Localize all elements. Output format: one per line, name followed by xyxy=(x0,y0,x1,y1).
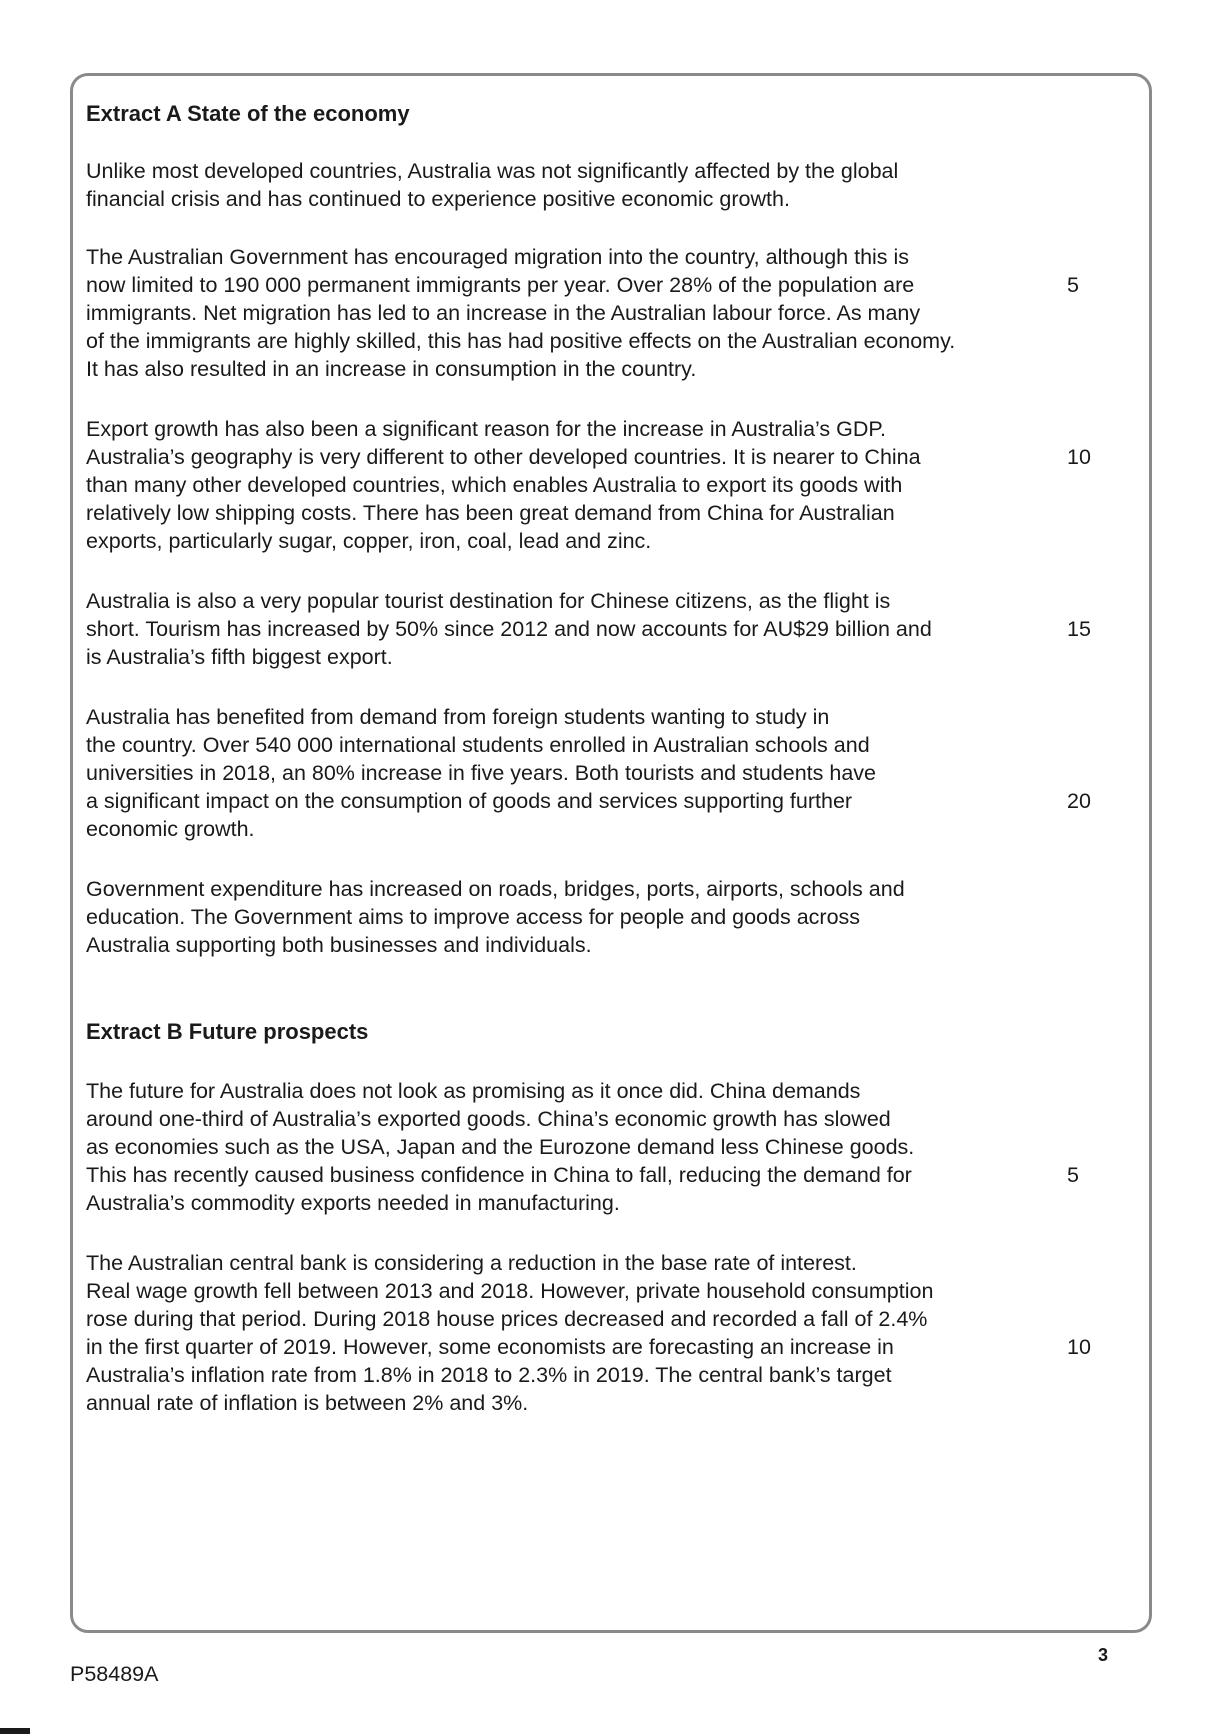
extract-b-line: Australia’s inflation rate from 1.8% in 2018 to 2.3% in 2019. The central bank’s target xyxy=(86,1363,892,1387)
extract-b-heading: Extract B Future prospects xyxy=(86,1019,369,1044)
extract-a-line: relatively low shipping costs. There has been great demand from China for Australian xyxy=(86,501,895,525)
extract-a-line: Australia is also a very popular tourist destination for Chinese citizens, as the flight is xyxy=(86,589,891,613)
extract-a-line: immigrants. Net migration has led to an increase in the Australian labour force. As many xyxy=(86,301,921,325)
extract-b-line: around one-third of Australia’s exported goods. China’s economic growth has slowed xyxy=(86,1107,891,1131)
extract-b-line: rose during that period. During 2018 house prices decreased and recorded a fall of 2.4% xyxy=(86,1307,928,1331)
extract-b-line: Australia’s commodity exports needed in manufacturing. xyxy=(86,1191,620,1215)
extract-b-line: The Australian central bank is considering a reduction in the base rate of interest. xyxy=(86,1251,857,1275)
extract-b-line: annual rate of inflation is between 2% and 3%. xyxy=(86,1391,529,1415)
extract-a-heading: Extract A State of the economy xyxy=(86,101,410,126)
extract-a-line: of the immigrants are highly skilled, this has had positive effects on the Australian economy. xyxy=(86,329,956,353)
line-number: 5 xyxy=(1067,273,1079,297)
extract-a-line: education. The Government aims to improve access for people and goods across xyxy=(86,905,861,929)
extract-a-line: a significant impact on the consumption of goods and services supporting further xyxy=(86,789,853,813)
extract-a-line: universities in 2018, an 80% increase in five years. Both tourists and students have xyxy=(86,761,876,785)
extract-a-line: Unlike most developed countries, Australia was not significantly affected by the global xyxy=(86,159,899,183)
extract-b-line: as economies such as the USA, Japan and the Eurozone demand less Chinese goods. xyxy=(86,1135,915,1159)
extract-a-line: Australia’s geography is very different to other developed countries. It is nearer to China xyxy=(86,445,921,469)
paper-code: P58489A xyxy=(70,1662,159,1686)
extract-a-line: It has also resulted in an increase in consumption in the country. xyxy=(86,357,697,381)
line-number: 5 xyxy=(1067,1163,1079,1187)
extract-a-line: than many other developed countries, which enables Australia to export its goods with xyxy=(86,473,903,497)
line-number: 15 xyxy=(1067,617,1091,641)
extract-a-line: exports, particularly sugar, copper, iron, coal, lead and zinc. xyxy=(86,529,652,553)
extract-a-line: financial crisis and has continued to experience positive economic growth. xyxy=(86,187,790,211)
extract-b-line: in the first quarter of 2019. However, some economists are forecasting an increase in xyxy=(86,1335,894,1359)
extract-a-line: Government expenditure has increased on roads, bridges, ports, airports, schools and xyxy=(86,877,905,901)
extract-b-line: This has recently caused business confidence in China to fall, reducing the demand for xyxy=(86,1163,912,1187)
extract-b-line: The future for Australia does not look as promising as it once did. China demands xyxy=(86,1079,861,1103)
page-number: 3 xyxy=(1098,1645,1109,1665)
extract-a-line: Export growth has also been a significant reason for the increase in Australia’s GDP. xyxy=(86,417,886,441)
line-number: 10 xyxy=(1067,1335,1091,1359)
extract-a-line: The Australian Government has encouraged migration into the country, although this is xyxy=(86,245,910,269)
extract-a-line: short. Tourism has increased by 50% since 2012 and now accounts for AU$29 billion and xyxy=(86,617,932,641)
corner-registration-mark xyxy=(0,1728,30,1734)
extract-a-line: economic growth. xyxy=(86,817,255,841)
extract-a-line: the country. Over 540 000 international students enrolled in Australian schools and xyxy=(86,733,870,757)
line-number: 10 xyxy=(1067,445,1091,469)
extract-a-line: is Australia’s fifth biggest export. xyxy=(86,645,393,669)
extract-a-line: now limited to 190 000 permanent immigrants per year. Over 28% of the population are xyxy=(86,273,915,297)
line-number: 20 xyxy=(1067,789,1091,813)
extract-b-line: Real wage growth fell between 2013 and 2018. However, private household consumption xyxy=(86,1279,934,1303)
extract-a-line: Australia has benefited from demand from foreign students wanting to study in xyxy=(86,705,830,729)
extract-a-line: Australia supporting both businesses and individuals. xyxy=(86,933,592,957)
